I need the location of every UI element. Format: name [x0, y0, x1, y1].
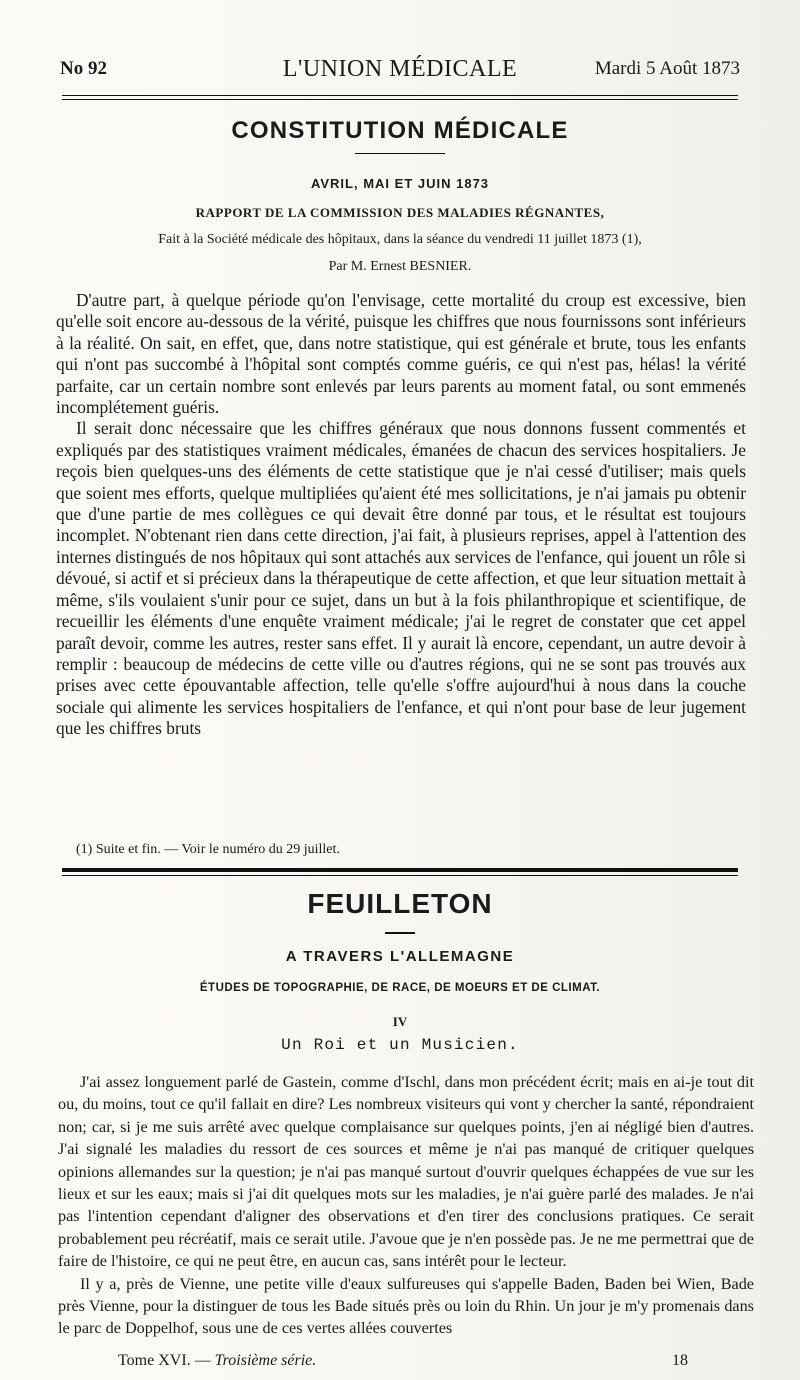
volume-label — [118, 1352, 316, 1370]
chapter-title: Un Roi et un Musicien. — [281, 1036, 519, 1054]
section-period: AVRIL, MAI ET JUIN 1873 — [310, 176, 490, 191]
feuilleton-rule-thick — [62, 868, 738, 872]
issue-number: No 92 — [60, 58, 107, 79]
feuilleton-topics: ÉTUDES DE TOPOGRAPHIE, DE RACE, DE MOEURS ET DE CLIMAT. — [199, 982, 601, 994]
title-divider — [355, 153, 445, 154]
page-number: 18 — [672, 1352, 688, 1369]
journal-title: L'UNION MÉDICALE — [282, 56, 518, 82]
feuilleton-rule-thin — [62, 875, 738, 876]
header-rule-bottom — [62, 99, 738, 100]
feuilleton-paragraph: Il y a, près de Vienne, une petite ville d'eaux sulfureuses qui s'appelle Baden, Baden bei Wien, Bade près Vienne, pour la distinguer de tous les Bade situés près ou loin du Rhin. Un jour je m'y promenais dans le parc de Doppelhof, sous une de ces vertes allées couvertes — [58, 1274, 754, 1338]
issue-date: Mardi 5 Août 1873 — [594, 58, 740, 79]
feuilleton-paragraph: J'ai assez longuement parlé de Gastein, comme d'Ischl, dans mon précédent écrit; mais en ai-je tout dit ou, du moins, tout ce qu'il fallait en dire? Les nombreux visiteurs qui vont y chercher la santé, répondraient non; car, si je me suis arrêté avec quelque complaisance sur quelques points, j'en ai négligé bien d'autres. J'ai signalé les maladies du ressort de ces sources et même je n'ai pas manqué de critiquer quelques opinions allemandes sur la question; je n'ai pas manqué surtout d'ouvrir quelques échappées de vue sur les lieux et sur les eaux; mais si j'ai dit quelques mots sur les maladies, je n'ai guère parlé des malades. Je n'ai pas l'intention cependant d'aligner des observations et d'en tirer des conclusions pratiques. Ce serait probablement peu récréatif, mais ce serait utile. J'avoue que je n'en possède pas. Je ne me permettrai que de faire de l'histoire, ce qui ne peut être, en aucun cas, sans intérêt pour le lecteur. — [58, 1073, 754, 1271]
report-occasion: Fait à la Société médicale des hôpitaux, dans la séance du vendredi 11 juillet 1873 (1), — [158, 232, 642, 247]
article-paragraph: Il serait donc nécessaire que les chiffres généraux que nous donnons fussent commentés et expliqués par des statistiques vraiment médicales, émanées de chacun des services hospitaliers. Je reçois bien quelques-uns des éléments de cette statistique que je n'ai cessé d'utiliser; mais quels que soient mes efforts, quelque multipliées qu'aient été mes sollicitations, je n'ai jamais pu obtenir que d'une partie de mes collègues ce qui devait être donné par tous, et le résultat est toujours incomplet. N'obtenant rien dans cette direction, j'ai fait, à plusieurs reprises, appel à l'attention des internes distingués de nos hôpitaux qui sont attachés aux services de l'enfance, qui jouent un rôle si dévoué, si actif et si précieux dans la thérapeutique de cette affection, et que leur situation mettait à même, s'ils voulaient s'unir pour ce sujet, dans un but à la fois philanthropique et scientifique, de recueillir les éléments d'une enquête vraiment médicale; j'ai le regret de constater que cet appel paraît devoir, comme les autres, rester sans effet. Il y aurait là encore, cependant, un autre devoir à remplir : beaucoup de médecins de cette ville ou d'autres régions, qui ne se sont pas trouvés aux prises avec cette épouvantable affection, telle qu'elle s'offre aujourd'hui à nous dans la couche sociale qui alimente les services hospitaliers de l'enfance, et qui n'ont pour base de leur jugement que les chiffres bruts — [56, 418, 746, 739]
article-body — [56, 290, 746, 740]
feuilleton-body — [58, 1071, 754, 1340]
chapter-number: IV — [392, 1014, 408, 1029]
feuilleton-title: FEUILLETON — [307, 888, 493, 919]
section-title: CONSTITUTION MÉDICALE — [231, 117, 569, 144]
page-footer — [118, 1352, 688, 1374]
page-header — [60, 58, 740, 88]
report-author: Par M. Ernest BESNIER. — [328, 259, 472, 274]
feuilleton-subtitle: A TRAVERS L'ALLEMAGNE — [285, 948, 515, 965]
volume-number: Tome XVI. — — [118, 1352, 211, 1369]
report-title: RAPPORT DE LA COMMISSION DES MALADIES RÉGNANTES, — [195, 205, 605, 220]
article-paragraph: D'autre part, à quelque période qu'on l'envisage, cette mortalité du croup est excessive, bien qu'elle soit encore au-dessous de la vérité, puisque les chiffres que nous fournissons sont inférieurs à la réalité. On sait, en effet, que, dans notre statistique, qui est générale et brute, tous les enfants qui n'ont pas succombé à l'hôpital sont comptés comme guéris, ce qui n'est pas, hélas! la vérité parfaite, car un certain nombre sont enlevés par leurs parents au moment fatal, ou sont emmenés incomplétement guéris. — [56, 290, 746, 418]
footnote: (1) Suite et fin. — Voir le numéro du 29 juillet. — [76, 842, 340, 857]
feuilleton-divider — [385, 932, 415, 934]
header-rule-top — [62, 95, 738, 96]
series-label: Troisième série. — [214, 1352, 317, 1369]
